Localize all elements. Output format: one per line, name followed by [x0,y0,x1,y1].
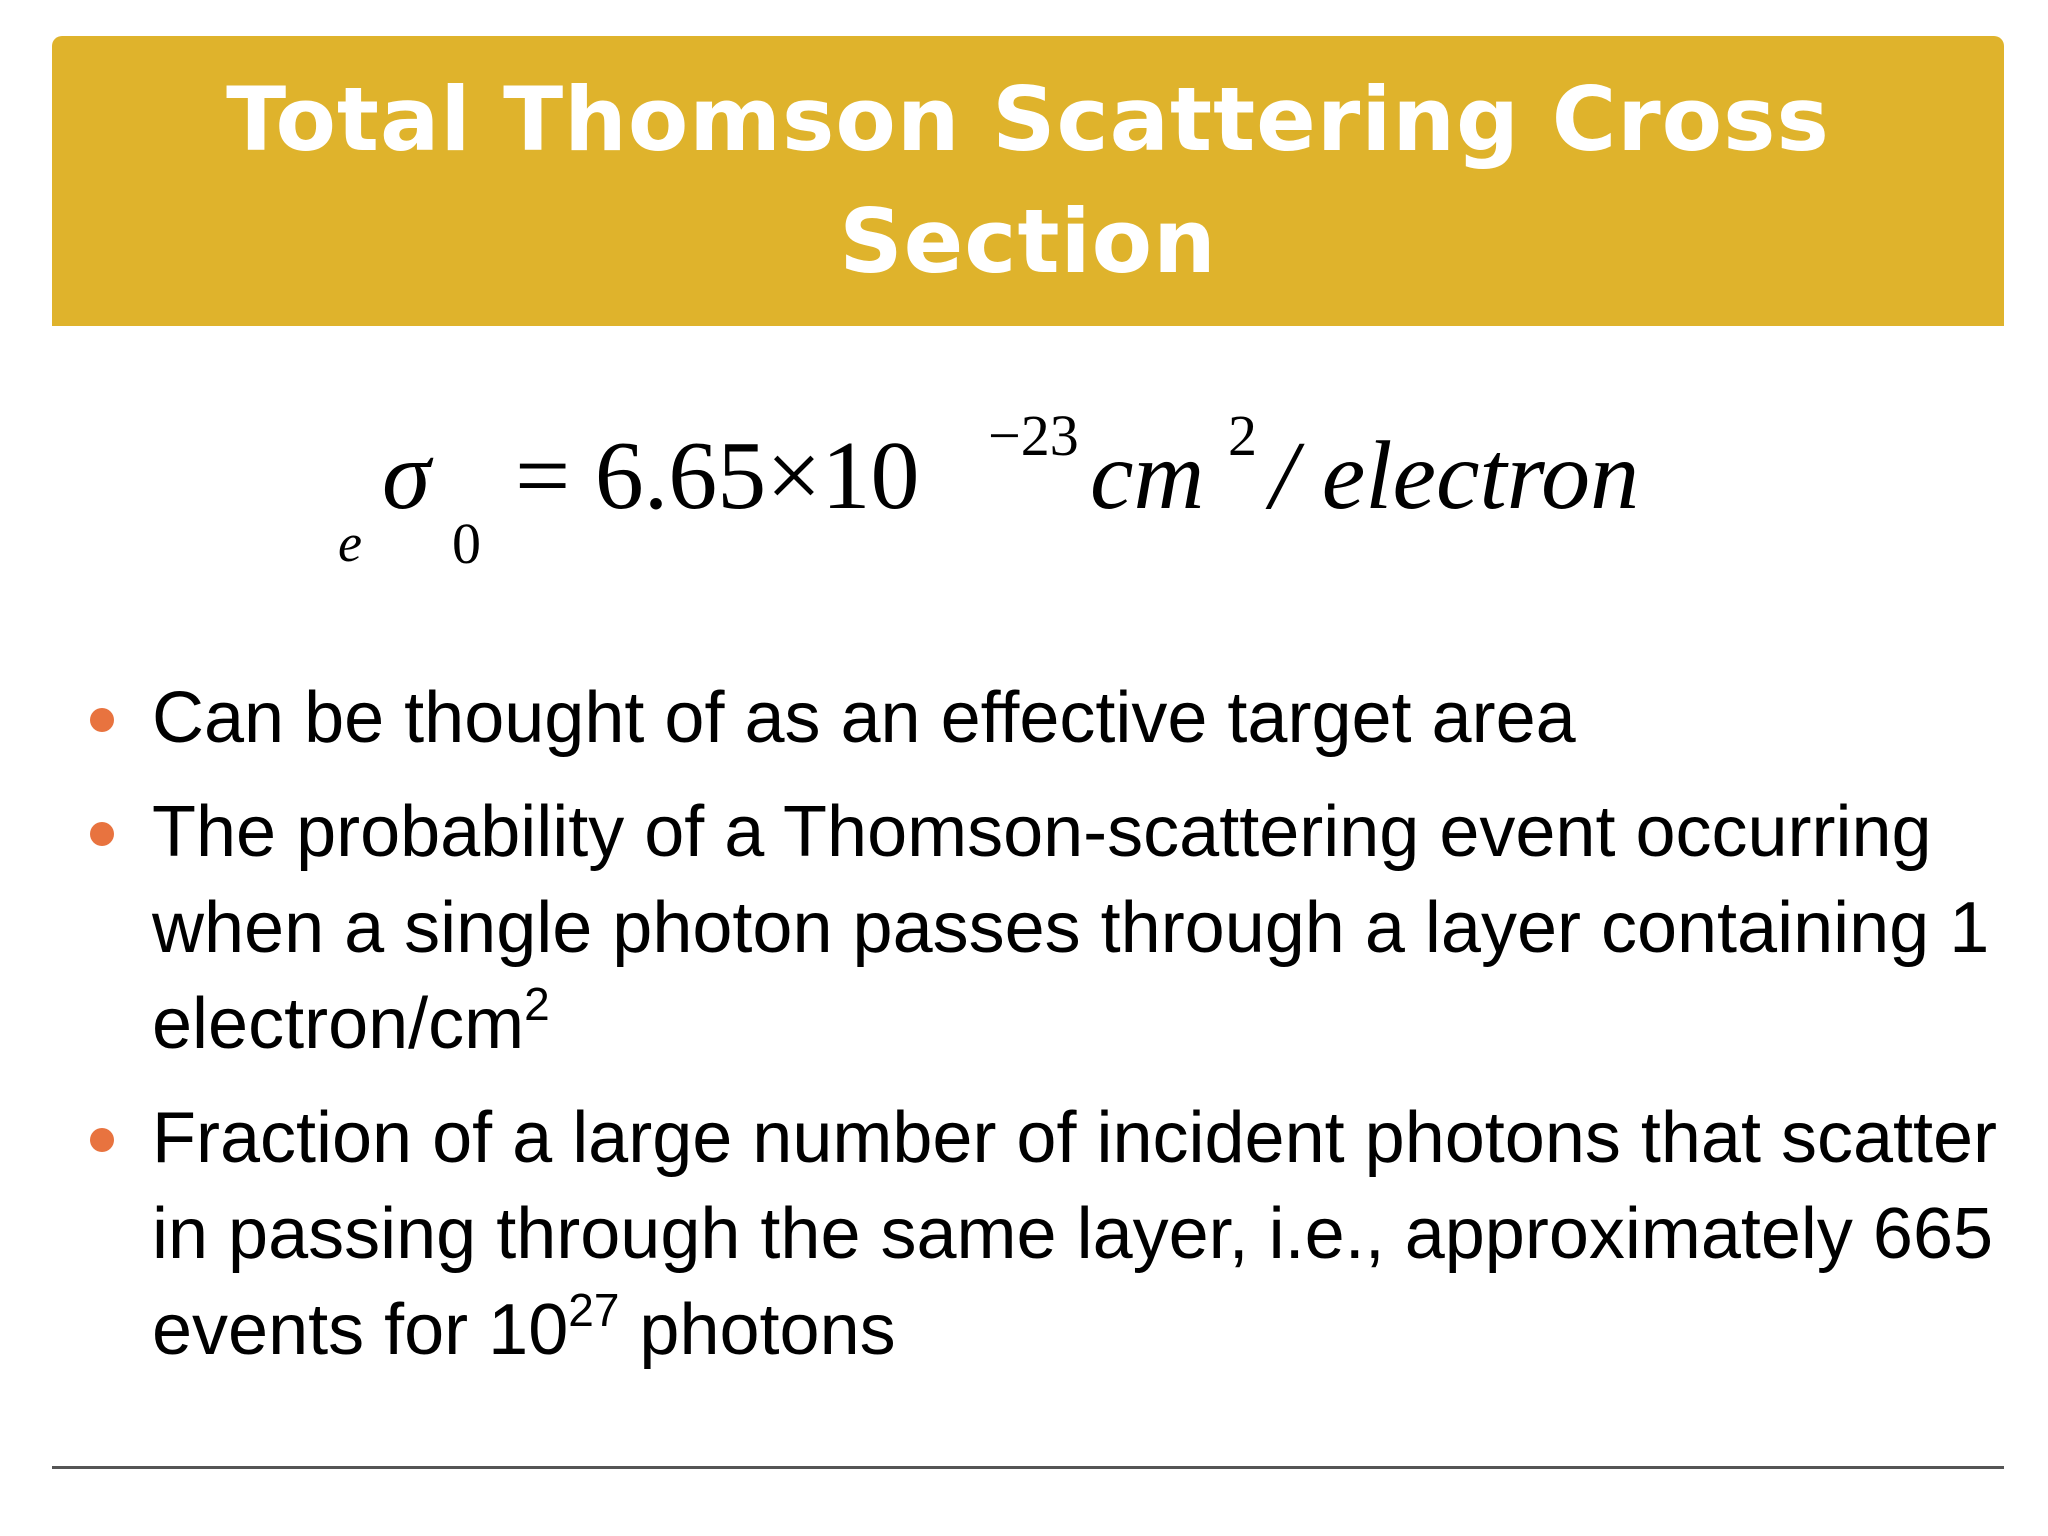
bullet-text-after: photons [619,1290,896,1370]
bullet-list [0,670,2048,1396]
formula-sigma-subscript: 0 [452,511,481,576]
formula-unit: cm [1090,422,1205,530]
bullet-text: The probability of a Thomson-scattering event occurring when a single photon passes through a layer containing 1 electron/cm [152,792,1990,1064]
bullet-superscript: 27 [568,1284,620,1336]
slide-title-line-2: Section [839,190,1217,293]
formula-sigma-symbol: σ [382,422,431,530]
title-bar [52,36,2004,326]
slide-title-line-1: Total Thomson Scattering Cross [226,68,1830,171]
bullet-item [0,1090,2048,1378]
footer-divider [52,1466,2004,1469]
formula-unit-exponent: 2 [1228,403,1257,468]
bullet-dot-icon [90,708,114,732]
cross-section-formula [330,403,1730,576]
formula-per-electron: / electron [1270,422,1640,530]
formula-value: = 6.65×10 [515,422,920,530]
bullet-dot-icon [90,822,114,846]
formula-prefix-subscript: e [338,513,362,573]
bullet-text: Can be thought of as an effective target area [152,678,1576,758]
bullet-superscript: 2 [524,978,550,1030]
bullet-item [0,670,2048,766]
bullet-item [0,784,2048,1072]
formula-exponent: −23 [988,403,1079,468]
slide-title [226,59,1830,303]
bullet-dot-icon [90,1128,114,1152]
bullet-text: Fraction of a large number of incident photons that scatter in passing through the same layer, i.e., approximately 665 events for 10 [152,1098,1998,1370]
